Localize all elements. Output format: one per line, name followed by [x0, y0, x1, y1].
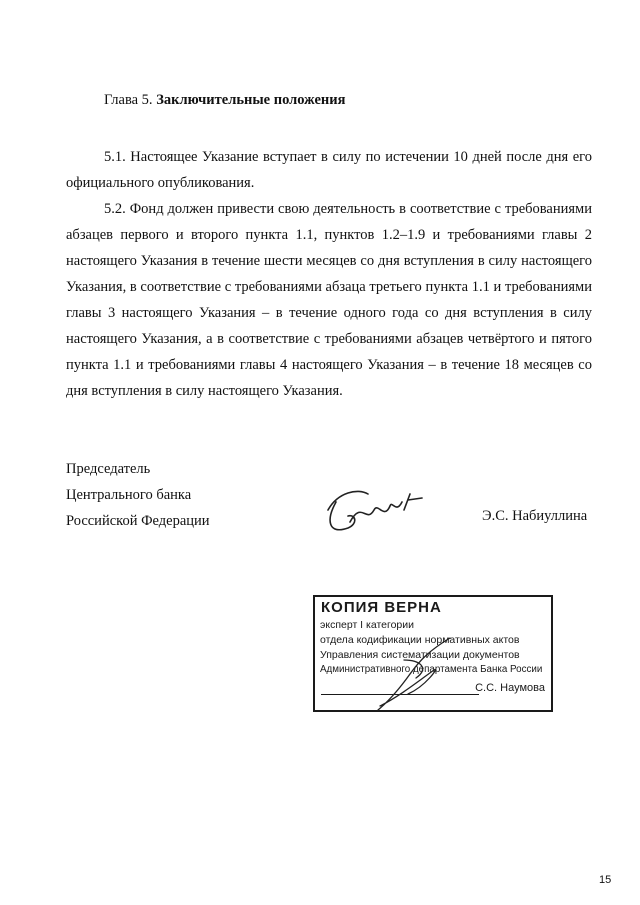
stamp-line-3: Управления систематизации документов — [320, 649, 520, 661]
handwritten-signature — [318, 480, 428, 542]
signatory-line-3: Российской Федерации — [66, 513, 210, 529]
signatory-line-2: Центрального банка — [66, 487, 192, 503]
stamp-line-1: эксперт I категории — [320, 619, 414, 631]
stamp-line-2: отдела кодификации нормативных актов — [320, 634, 520, 646]
signatory-title — [66, 456, 210, 534]
chapter-title: Заключительные положения — [156, 92, 346, 108]
chapter-heading — [104, 92, 346, 109]
stamp-name: С.С. Наумова — [475, 682, 545, 694]
paragraph-5-1: 5.1. Настоящее Указание вступает в силу по истечении 10 дней после дня его официального опубликования. — [66, 149, 592, 191]
stamp-signature-scrawl — [360, 630, 470, 720]
document-body — [66, 144, 592, 404]
stamp-title: КОПИЯ ВЕРНА — [321, 599, 442, 616]
stamp-line-4: Административного департамента Банка России — [320, 664, 543, 675]
page-number: 15 — [599, 874, 612, 886]
paragraph-5-2: 5.2. Фонд должен привести свою деятельность в соответствие с требованиями абзацев первого и второго пункта 1.1, пунктов 1.2–1.9 и требованиями главы 2 настоящего Указания в течение шести месяцев со дня вступления в силу настоящего Указания, в соответствие с требованиями абзаца третьего пункта 1.1 и требованиями главы 3 настоящего Указания – в течение одного года со дня вступления в силу настоящего Указания, а в соответствие с требованиями абзацев четвёртого и пятого пункта 1.1 и требованиями главы 4 настоящего Указания – в течение 18 месяцев со дня вступления в силу настоящего Указания. — [66, 201, 592, 399]
signatory-name: Э.С. Набиуллина — [482, 508, 588, 524]
signatory-line-1: Председатель — [66, 461, 151, 477]
chapter-prefix: Глава 5. — [104, 92, 153, 108]
